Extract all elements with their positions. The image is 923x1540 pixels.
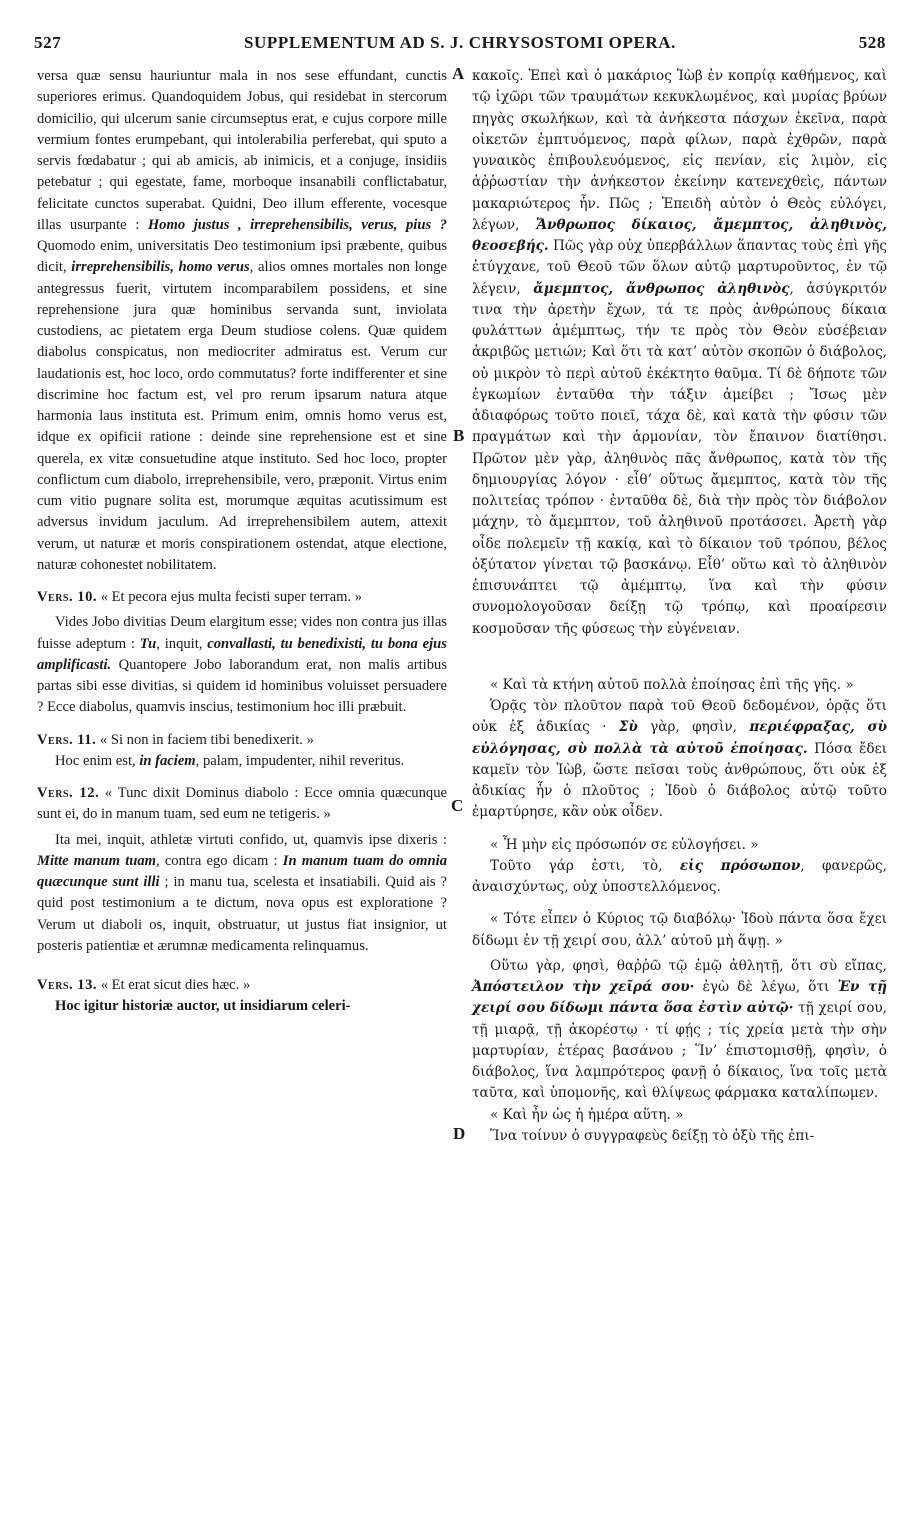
running-title: SUPPLEMENTUM AD S. J. CHRYSOSTOMI OPERA. bbox=[243, 33, 677, 52]
column-gap bbox=[472, 640, 887, 675]
greek-paragraph-4: Οὕτω γὰρ, φησὶ, θαῤῥῶ τῷ ἐμῷ ἀθλητῇ, ὅτι σὺ εἴπας, Ἀπόστειλον τὴν χεῖρά σου· ἐγὼ δὲ λέγω, ὅτι Ἐν τῇ χειρί σου δίδωμι πάντα ὅσα ἐστὶν αὐτῷ· τῇ χειρί σου, τῇ μιαρᾷ, τῇ ἀκορέστῳ · τί φῄς ; τίς χρεία μετὰ τὴν σὴν μαρτυρίαν, ἑτέρας βασάνου ; Ἵν’ ἐπιστομισθῇ, φησὶν, ὁ διάβολος, ἵνα λαμπρότερος φανῇ ὁ δίκαιος, ἵνα τοῖς μετὰ ταῦτα, καὶ ὑπομονῆς, καὶ θλίψεως φάρμακα καταλίπωμεν. bbox=[472, 957, 887, 1102]
latin-paragraph-5: Hoc igitur historiæ auctor, ut insidiarum celeri- bbox=[55, 998, 351, 1015]
latin-column bbox=[37, 66, 447, 1018]
page-number-right: 528 bbox=[858, 33, 886, 52]
greek-verse-12-quote: « Τότε εἶπεν ὁ Κύριος τῷ διαβόλῳ· Ἰδοὺ πάντα ὅσα ἔχει δίδωμι ἐν τῇ χειρί σου, ἀλλ’ αὐτοῦ μὴ ἅψῃ. » bbox=[472, 911, 887, 949]
greek-verse-13-quote: « Καὶ ἦν ὡς ἡ ἡμέρα αὕτη. » bbox=[490, 1106, 684, 1123]
margin-marker-c: C bbox=[451, 796, 464, 815]
verse-12-heading: Vers. 12. « Tunc dixit Dominus diabolo : Ecce omnia quæcunque sunt ei, do in manum tuam, sed eum ne tetigeris. » bbox=[37, 785, 447, 823]
latin-paragraph-1: versa quæ sensu hauriuntur mala in nos sese effundant, cunctis superiores erimus. Quandoquidem Jobus, qui residebat in stercorum domicilio, qui ulcerum sanie circumseptus erat, e cujus corpore mille vermium fontes erumpebant, qui intolerabilia perferebat, qui sputo a servis fœdabatur ; qui ab amicis, ab inimicis, et a conjuge, insidiis petebatur ; qui egestate, fame, morboque insanabili conflictabatur, felicitate cunctos superabat. Quidni, Deo illum efferente, vocesque illas usurpante : Homo justus , irreprehensibilis, verus, pius ? Quomodo enim, universitatis Deo testimonium ipsi præbente, quibus dicit, irreprehensibilis, homo verus, alios omnes mortales non longe antegressus fuerit, virtutem incomparabilem possidens, et sine reprehensione jura quæ hominibus servanda sunt, inviolata custodiens, ac pietatem erga Deum studiose colens. Quæ quidem diabolus conspicatus, non mediocriter admiratus est. Verum cur laudationis est, hoc loco, ordo commutatus? forte indifferenter et sine discrimine hoc factum est, vel pro rerum ipsarum natura atque harmonia laus instituta est. Primum enim, omnis homo verus est, idque ex opificii ratione : deinde sine reprehensione est et sine querela, ex vitæ consuetudine atque instituto. Sed hoc loco, propter conflictum cum diabolo, irreprehensibile, vero, præponit. Virtus enim cum vitio pugnare solita est, morumque æquitas acutissimum est adversus invidum jaculum. Ad irreprehensibilem autem, attexit verum, ut naturæ et moris conspirationem ostendat, atque electione, naturæ cohonestet nobilitatem. bbox=[37, 68, 447, 573]
page-header bbox=[34, 33, 886, 59]
verse-13-heading: Vers. 13. « Et erat sicut dies hæc. » bbox=[37, 977, 251, 993]
greek-paragraph-5: Ἵνα τοίνυν ὁ συγγραφεὺς δείξῃ τὸ ὀξὺ τῆς ἐπι- bbox=[490, 1127, 815, 1144]
margin-marker-d: D bbox=[453, 1124, 466, 1143]
greek-paragraph-1: κακοῖς. Ἐπεὶ καὶ ὁ μακάριος Ἰὼβ ἐν κοπρίᾳ καθήμενος, καὶ τῷ ἰχῶρι τῶν τραυμάτων κεκυκλωμένος, καὶ μυρίας βρύων πηγὰς σκωλήκων, καὶ τὰ ἀνήκεστα πάσχων ἐκεῖνα, παρὰ οἰκετῶν ἐμπτυόμενος, παρὰ φίλων, παρὰ ἐχθρῶν, παρὰ γυναικὸς ἐπιβουλευόμενος, εἰς πενίαν, εἰς λιμὸν, εἰς ἀῤῥωστίαν τὴν ἀνήκεστον ἐκείνην κατενεχθεὶς, πάντων μακαριώτερος ἦν. Πῶς ; Ἐπειδὴ αὐτὸν ὁ Θεὸς εὐλόγει, λέγων, Ἄνθρωπος δίκαιος, ἄμεμπτος, ἀληθινὸς, θεοσεβής. Πῶς γὰρ οὐχ ὑπερβάλλων ἅπαντας τοὺς ἐπὶ γῆς ἐτύγχανε, τοῦ Θεοῦ τῶν ὅλων αὐτῷ μαρτυροῦντος, ἐν τῷ λέγειν, ἄμεμπτος, ἄνθρωπος ἀληθινὸς, ἀσύγκριτόν τινα τὴν ἀρετὴν ἔχων, τά τε πρὸς ἀνθρώπους δίκαια φυλάττων ἀμέμπτως, τήν τε πρὸς τὸν Θεὸν εὐσέβειαν ἀκριβῶς μετιών; Καὶ ὅτι τὰ κατ’ αὐτὸν σκοπῶν ὁ διάβολος, οὐ μικρὸν τὸ περὶ αὐτοῦ ἐκέκτητο θαῦμα. Τί δὲ δήποτε τῶν ἐγκωμίων ἐνταῦθα τὴν τάξιν ἀμείβει ; Ἴσως μὲν ἀδιαφόρως τοῦτο ποιεῖ, τάχα δὲ, καὶ κατὰ τὴν φύσιν τῶν πραγμάτων καὶ τὴν ἁρμονίαν, τὸν ἔπαινον διατίθησι. Πρῶτον μὲν γὰρ, ἀληθινὸς πᾶς ἄνθρωπος, κατὰ τὸν τῆς δημιουργίας λόγον · εἶθ’ οὕτως ἄμεμπτος, κατὰ τὸν τῆς πολιτείας τρόπον · ἐνταῦθα δὲ, διὰ τὴν πρὸς τὸν διάβολον μάχην, τὸ ἄμεμπτον, τοῦ ἀληθινοῦ προτάσσει. Ἀρετὴ γὰρ οἶδε πολεμεῖν τῇ κακίᾳ, καὶ τὸ δίκαιον τοῦ τρόπου, βέλος ὀξύτατον γίνεται τῷ βασκάνῳ. Εἶθ’ οὕτω καὶ τὸ ἀληθινὸν ἐπισυνάπτει τῷ ἀμέμπτῳ, ἵνα καὶ τὴν φύσιν συνομολογοῦσαν δείξῃ τῷ τρόπῳ, καὶ προαίρεσιν κοσμοῦσαν τῆς φύσεως τὴν εὐγένειαν. bbox=[472, 68, 888, 637]
margin-marker-a: A bbox=[452, 64, 465, 83]
greek-paragraph-3: Τοῦτο γάρ ἐστι, τὸ, εἰς πρόσωπον, φανερῶς, ἀναισχύντως, οὐχ ὑποστελλόμενος. bbox=[472, 857, 887, 895]
verse-11-heading: Vers. 11. « Si non in faciem tibi benedixerit. » bbox=[37, 731, 314, 748]
page-number-left: 527 bbox=[34, 33, 62, 52]
latin-paragraph-2: Vides Jobo divitias Deum elargitum esse; vides non contra jus illas fuisse adeptum : Tu, inquit, convallasti, tu benedixisti, tu bona ejus amplificasti. Quantopere Jobo laborandum erat, non malis artibus partas sibi esse divitias, si quidem id hominibus voluisset persuadere ? Ecce diabolus, quamvis inscius, testimonium hoc illi præbuit. bbox=[37, 614, 447, 716]
greek-verse-10-quote: « Καὶ τὰ κτήνη αὐτοῦ πολλὰ ἐποίησας ἐπὶ τῆς γῆς. » bbox=[490, 676, 854, 693]
latin-paragraph-3: Hoc enim est, in faciem, palam, impudenter, nihil reveritus. bbox=[55, 752, 405, 769]
greek-verse-11-quote: « Ἦ μὴν εἰς πρόσωπόν σε εὐλογήσει. » bbox=[490, 836, 759, 853]
greek-column bbox=[472, 66, 887, 1147]
verse-10-heading: Vers. 10. « Et pecora ejus multa fecisti super terram. » bbox=[37, 589, 363, 605]
greek-paragraph-2: Ὁρᾷς τὸν πλοῦτον παρὰ τοῦ Θεοῦ δεδομένον, ὁρᾷς ὅτι οὐκ ἐξ ἀδικίας · Σὺ γὰρ, φησὶν, περιέφραξας, σὺ εὐλόγησας, σὺ πολλὰ τὰ αὐτοῦ ἐποίησας. Πόσα ἔδει καμεῖν τὸν Ἰὼβ, ὥστε πεῖσαι τοὺς ἀνθρώπους, ὅτι οὐκ ἐξ ἀδικίας ἦν ὁ πλοῦτος ; Ἰδοὺ ὁ διάβολος αὐτῷ τοῦτο ἐμαρτύρησε, κἂν οὐκ οἶδεν. bbox=[472, 698, 887, 821]
margin-marker-b: B bbox=[453, 426, 465, 445]
latin-paragraph-4: Ita mei, inquit, athletæ virtuti confido, ut, quamvis ipse dixeris : Mitte manum tuam, contra ego dicam : In manum tuam do omnia quæcunque sunt illi ; in manu tua, scelesta et insatiabili. Quid ais ? quid post testimonium a te dictum, nova opus est exploratione ? Verum ut diaboli os, inquit, obstruatur, ut justus fiat insignior, ut posteris patientiæ et ærumnæ medicamenta relinquamus. bbox=[37, 831, 448, 954]
